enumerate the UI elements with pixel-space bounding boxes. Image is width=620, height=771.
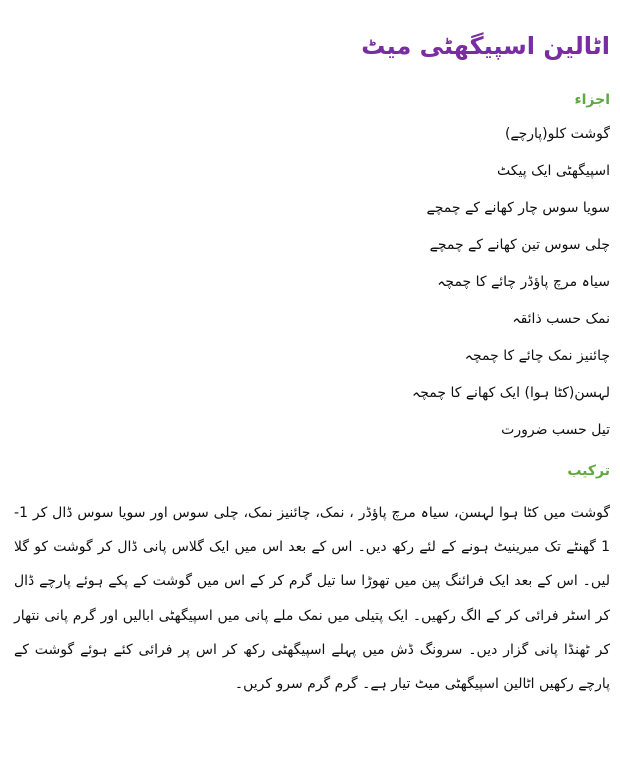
ingredient-item: تیل حسب ضرورت (501, 422, 610, 438)
ingredients-heading: اجزاء (574, 92, 610, 108)
recipe-title: اٹالین اسپیگھٹی میٹ (361, 32, 610, 60)
ingredient-item: چائنیز نمک چائے کا چمچہ (464, 348, 610, 364)
method-heading: ترکیب (567, 463, 610, 479)
ingredient-item: سویا سوس چار کھانے کے چمچے (426, 200, 610, 216)
ingredient-item: چلی سوس تین کھانے کے چمچے (429, 237, 610, 253)
ingredient-item: لہسن(کٹا ہوا) ایک کھانے کا چمچہ (412, 385, 610, 401)
ingredient-item: گوشت کلو(پارچے) (504, 126, 610, 142)
ingredients-list (14, 120, 610, 453)
ingredient-item: سیاہ مرچ پاؤڈر چائے کا چمچہ (437, 274, 610, 290)
ingredient-item: اسپیگھٹی ایک پیکٹ (497, 163, 610, 179)
ingredient-item: نمک حسب ذائقہ (512, 311, 610, 327)
method-paragraph: گوشت میں کٹا ہوا لہسن، سیاہ مرچ پاؤڈر ، نمک، چائنیز نمک، چلی سوس اور سویا سوس ڈال کر 1-1 گھنٹے تک میرینیٹ ہونے کے لئے رکھ دیں۔ اس کے بعد اس میں ایک گلاس پانی ڈال کر گوشت کو گلا لیں۔ اس کے بعد ایک فرائنگ پین میں تھوڑا سا تیل گرم کر کے اس میں گوشت کے پکے ہوئے پارچے ڈال کر اسٹر فرائی کر کے الگ رکھیں۔ ایک پتیلی میں نمک ملے پانی میں اسپیگھٹی ابالیں اور گرم پانی نتھار کر ٹھنڈا پانی گزار دیں۔ سرونگ ڈش میں پہلے اسپیگھٹی رکھ کر اس پر فرائی کئے ہوئے گوشت کے پارچے رکھیں اٹالین اسپیگھٹی میٹ تیار ہے۔ گرم گرم سرو کریں۔ (14, 505, 610, 693)
